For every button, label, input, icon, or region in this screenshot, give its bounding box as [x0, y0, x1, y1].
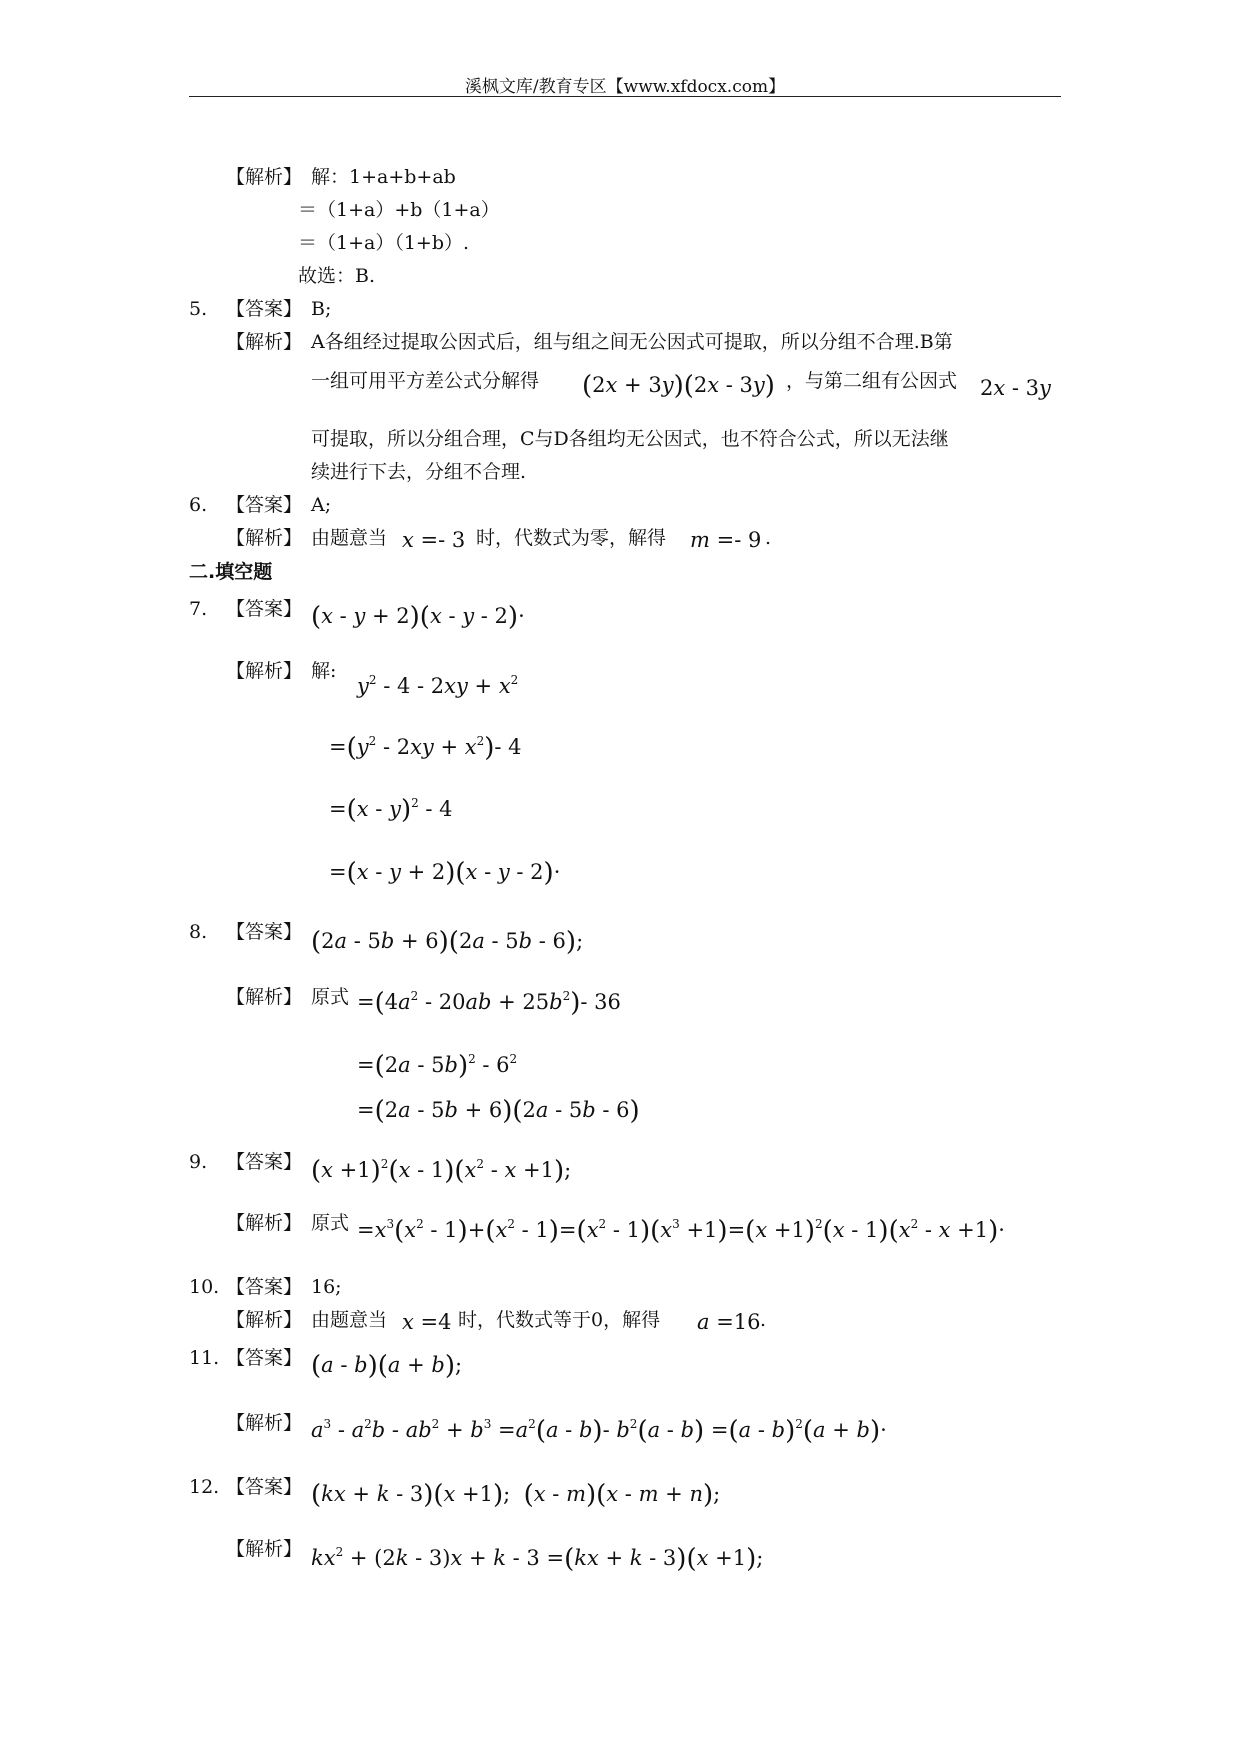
q6-answer: A;	[311, 494, 332, 516]
q6-analysis-label: 【解析】	[226, 527, 303, 549]
q10-answer-label: 【答案】	[226, 1276, 303, 1298]
q9-original-label: 原式	[311, 1212, 350, 1234]
q4-analysis-label: 【解析】	[226, 166, 303, 188]
q10-analysis-label: 【解析】	[226, 1309, 303, 1331]
q4-line3: ＝（1+a）（1+b）.	[298, 232, 470, 254]
q7-step4: =(x - y + 2)(x - y - 2)·	[329, 858, 561, 888]
q9-solution-formula: $=x^3(x^2 - 1)+(x^2 - 1)=(x^2 - 1)(x^3 +1)=(x +1)^2(x - 1)(x^2 - x +1)\cdot$	[357, 1216, 1005, 1246]
q12-answer-formula: (kx + k - 3)(x +1); (x - m)(x - m + n);	[311, 1480, 721, 1510]
q7-step3: =(x - y)$^2$ - 4	[329, 795, 453, 825]
q8-analysis-label: 【解析】	[226, 986, 303, 1008]
q7-step2: $=(y^2 - 2xy + x^2)-$ 4	[329, 733, 522, 763]
q4-line4: 故选：B.	[298, 265, 376, 287]
q7-answer-label: 【答案】	[226, 598, 303, 620]
q5-text-line1: A各组经过提取公因式后，组与组之间无公因式可提取，所以分组不合理.B第	[311, 331, 953, 353]
q12-answer-label: 【答案】	[226, 1476, 303, 1498]
q6-text1: 由题意当	[311, 527, 388, 549]
q10-text2: 时，代数式等于0，解得	[458, 1309, 661, 1331]
q6-text2: 时，代数式为零，解得	[476, 527, 667, 549]
q8-step3: =(2a - 5b + 6)(2a - 5b - 6)	[357, 1096, 640, 1126]
q7-solution-label: 解:	[311, 660, 337, 682]
header-divider	[189, 96, 1061, 97]
q6-text3: .	[765, 527, 772, 549]
q6-answer-label: 【答案】	[226, 494, 303, 516]
q5-text-line4: 续进行下去，分组不合理.	[311, 461, 527, 483]
q7-analysis-label: 【解析】	[226, 660, 303, 682]
q9-analysis-label: 【解析】	[226, 1212, 303, 1234]
q11-solution-formula: $a^3 - a^2b - ab^2 + b^3 =a^2(a - b)-$ $b^2(a - b) =(a - b)^2(a + b)\cdot$	[311, 1416, 887, 1446]
section-title: 二.填空题	[189, 561, 273, 583]
q5-formula-common-factor: 2x - 3y	[980, 376, 1051, 400]
q4-line1: 解：1+a+b+ab	[311, 166, 456, 188]
q12-solution-formula: $kx^2 + (2k - 3)x + k - 3 =(kx + k - 3)(x +1)$;	[311, 1544, 764, 1574]
q11-answer-formula: (a - b)(a + b);	[311, 1351, 463, 1381]
q6-number: 6.	[189, 494, 208, 516]
q5-answer: B;	[311, 298, 332, 320]
q10-formula-x: x =4	[402, 1310, 452, 1334]
q5-text-line3: 可提取，所以分组合理，C与D各组均无公因式，也不符合公式，所以无法继	[311, 428, 949, 450]
q9-number: 9.	[189, 1151, 208, 1173]
q8-answer-formula: (2a - 5b + 6)(2a - 5b - 6);	[311, 927, 584, 957]
q5-text-line2a: 一组可用平方差公式分解得	[311, 370, 540, 392]
q11-number: 11.	[189, 1347, 220, 1369]
q5-formula-difference-of-squares: (2x + 3y)(2x - 3y)	[582, 371, 775, 401]
q7-number: 7.	[189, 598, 208, 620]
q7-answer-formula: (x - y + 2)(x - y - 2)·	[311, 602, 525, 632]
q8-step2: $=(2a - 5b)^2 - 6^2$	[357, 1051, 518, 1081]
q10-answer: 16;	[311, 1276, 342, 1298]
q8-answer-label: 【答案】	[226, 921, 303, 943]
q10-formula-a: a =16	[697, 1310, 761, 1334]
q7-step1: $y^2 - 4 - 2xy + x^2$	[357, 673, 519, 698]
q12-analysis-label: 【解析】	[226, 1538, 303, 1560]
q10-number: 10.	[189, 1276, 220, 1298]
q4-line2: ＝（1+a）+b（1+a）	[298, 199, 500, 221]
q12-number: 12.	[189, 1476, 220, 1498]
q10-text1: 由题意当	[311, 1309, 388, 1331]
q8-original-label: 原式	[311, 986, 350, 1008]
q6-formula-x: x =- 3	[402, 528, 466, 552]
page-header: 溪枫文库/教育专区【www.xfdocx.com】	[464, 77, 786, 97]
q6-formula-m: m =- 9	[690, 528, 762, 552]
q11-answer-label: 【答案】	[226, 1347, 303, 1369]
q9-answer-formula: $(x +1)^2(x - 1)(x^2 - x +1)$;	[311, 1156, 572, 1186]
q5-number: 5.	[189, 298, 208, 320]
q5-answer-label: 【答案】	[226, 298, 303, 320]
q8-number: 8.	[189, 921, 208, 943]
q9-answer-label: 【答案】	[226, 1151, 303, 1173]
q5-text-line2b: ，与第二组有公因式	[786, 370, 958, 392]
q8-step1: $=(4a^2 - 20ab + 25b^2)-$ 36	[357, 988, 621, 1018]
q10-text3: .	[760, 1309, 767, 1331]
q5-analysis-label: 【解析】	[226, 331, 303, 353]
q11-analysis-label: 【解析】	[226, 1412, 303, 1434]
